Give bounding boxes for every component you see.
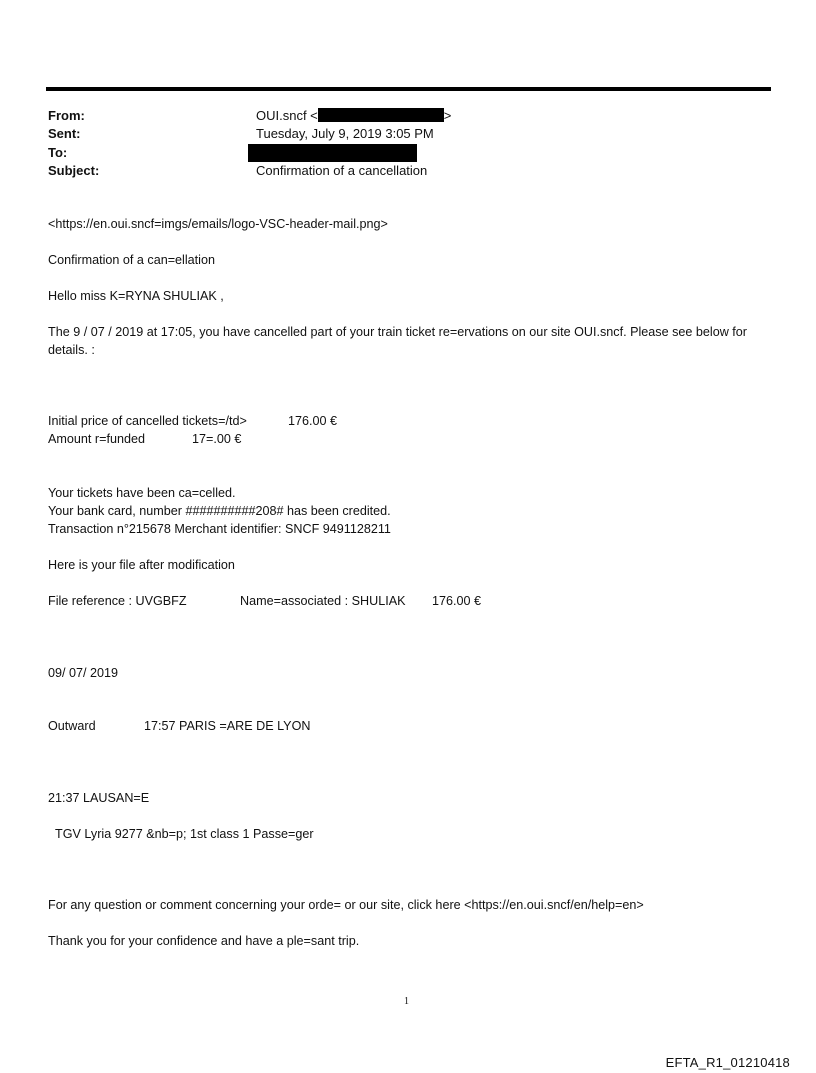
from-sender: OUI.sncf <: [256, 108, 318, 123]
file-after-modification: Here is your file after modification: [48, 558, 235, 572]
document-id: EFTA_R1_01210418: [665, 1055, 790, 1070]
subject-value: Confirmation of a cancellation: [256, 163, 428, 178]
to-redaction-block: [248, 144, 417, 162]
from-value-end: >: [443, 108, 452, 123]
transaction-info: Transaction n°215678 Merchant identifier: SNCF 9491128211: [48, 522, 391, 536]
intro-paragraph: The 9 / 07 / 2019 at 17:05, you have cancelled part of your train ticket re=ervations on our site OUI.sncf. Please see below for details. :: [48, 325, 747, 357]
outward-departure: 17:57 PARIS =ARE DE LYON: [144, 719, 311, 733]
header-divider: [46, 87, 771, 91]
tickets-cancelled: Your tickets have been ca=celled.: [48, 486, 236, 500]
email-heading: Confirmation of a can=ellation: [48, 253, 215, 267]
initial-price-value: 176.00 €: [288, 414, 338, 428]
page-number: 1: [404, 996, 409, 1007]
outward-label: Outward: [48, 719, 96, 733]
sent-value: Tuesday, July 9, 2019 3:05 PM: [256, 126, 434, 141]
train-info: TGV Lyria 9277 &nb=p; 1st class 1 Passe=ger: [55, 827, 314, 841]
subject-label: Subject:: [48, 163, 100, 178]
initial-price-label: Initial price of cancelled tickets=/td>: [48, 414, 247, 428]
to-label: To:: [48, 145, 68, 160]
sent-label: Sent:: [48, 126, 81, 141]
amount-refunded-value: 17=.00 €: [192, 432, 242, 446]
file-reference: File reference : UVGBFZ: [48, 594, 187, 608]
travel-date: 09/ 07/ 2019: [48, 666, 119, 680]
logo-link: <https://en.oui.sncf=imgs/emails/logo-VSC-header-mail.png>: [48, 217, 388, 231]
bank-card-credit: Your bank card, number ##########208# has been credited.: [48, 504, 391, 518]
question-link: For any question or comment concerning your orde= or our site, click here <https://en.oui.sncf/en/help=en>: [48, 898, 644, 912]
arrival: 21:37 LAUSAN=E: [48, 791, 150, 805]
greeting: Hello miss K=RYNA SHULIAK ,: [48, 289, 224, 303]
redaction-block: [318, 108, 444, 122]
name-associated: Name=associated : SHULIAK: [240, 594, 406, 608]
from-value: [256, 108, 451, 124]
from-label: From:: [48, 108, 85, 123]
amount-refunded-label: Amount r=funded: [48, 432, 145, 446]
thanks-line: Thank you for your confidence and have a ple=sant trip.: [48, 934, 360, 948]
file-price: 176.00 €: [432, 594, 482, 608]
